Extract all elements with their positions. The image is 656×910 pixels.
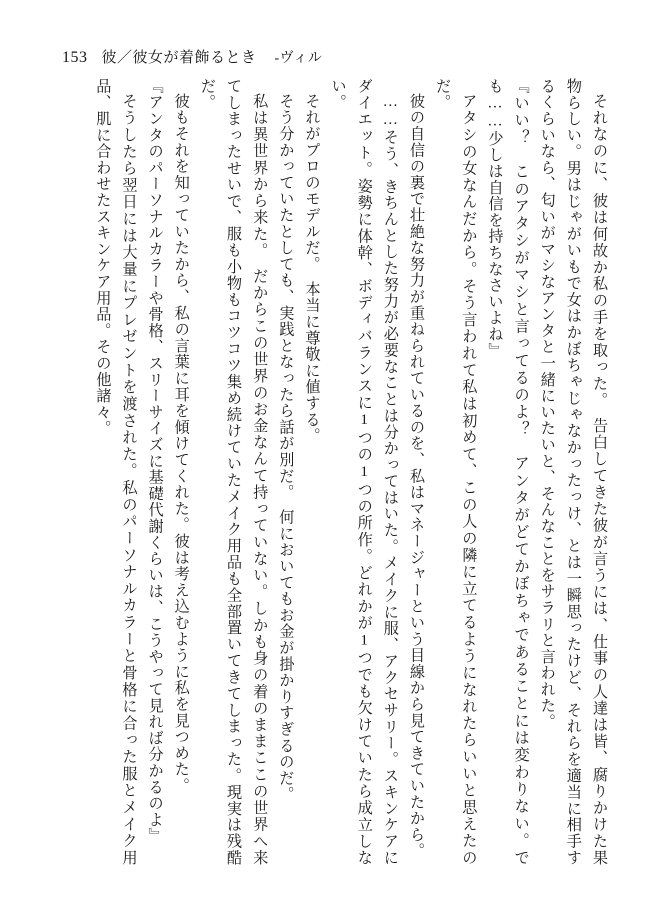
- paragraph: 彼の自信の裏で壮絶な努力が重ねられているのを、私はマネージャーという目線から見てきていたから。: [408, 93, 426, 860]
- chapter-title: 彼／彼女が着飾るとき: [101, 50, 257, 66]
- paragraph: アタシの女なんだから。そう言われて私は初めて、この人の隣に立てるようになれたらいいと思えたのだ。: [434, 78, 478, 866]
- vertical-text-block: [44, 78, 612, 866]
- paragraph: 『いい？ このアタシがマシと言ってるのよ？ アンタがどてかぼちゃであることには変わりない。でも……少しは自信を持ちなさいよね』: [486, 78, 530, 866]
- paragraph: それがプロのモデルだ。 本当に尊敬に値する。: [303, 93, 321, 445]
- paragraph: 『アンタのパーソナルカラーや骨格、スリーサイズに基礎代謝くらいは、こうやって見れば分かるのよ』: [146, 78, 164, 845]
- page-body: [44, 78, 612, 866]
- page-number: 153: [62, 49, 88, 66]
- paragraph: 私は異世界から来た。 だからこの世界のお金なんて持っていない。しかも身の着のままここの世界へ来てしまったせいで、服も小物もコツコツ集め続けていたメイク用品も全部置いてきてしまった。現実は残酷だ。: [198, 78, 269, 866]
- paragraph: それなのに、彼は何故か私の手を取った。 告白してきた彼が言うには、仕事の人達は皆、腐りかけた果物らしい。男はじゃがいもで女はかぼちゃじゃなかったっけ、とは一瞬思ったけど、それらを適当に相手するくらいなら、匂いがマシなアンタと一緒にいたいと、そんなことをサラリと言われた。: [538, 78, 608, 866]
- paragraph: そうしたら翌日には大量にプレゼントを渡された。私のパーソナルカラーと骨格に合った服とメイク用品、肌に合わせたスキンケア用品。その他諸々。: [94, 78, 138, 866]
- paragraph: ……そう、きちんとした努力が必要なことは分かってはいた。メイクに服、アクセサリー。スキンケアにダイエット。姿勢に体幹、ボディバランスに1つの1つの所作。どれかが1つでも欠けていたら成立しない。: [329, 78, 399, 866]
- paragraph: そう分かっていたとしても、実践となったら話が別だ。 何においてもお金が掛かりすぎるのだ。: [277, 93, 295, 803]
- chapter-author: -ヴィル: [274, 51, 323, 66]
- paragraph: 彼もそれを知っていたから、私の言葉に耳を傾けてくれた。彼は考え込むように私を見つめた。: [172, 93, 190, 795]
- running-header: [62, 46, 594, 70]
